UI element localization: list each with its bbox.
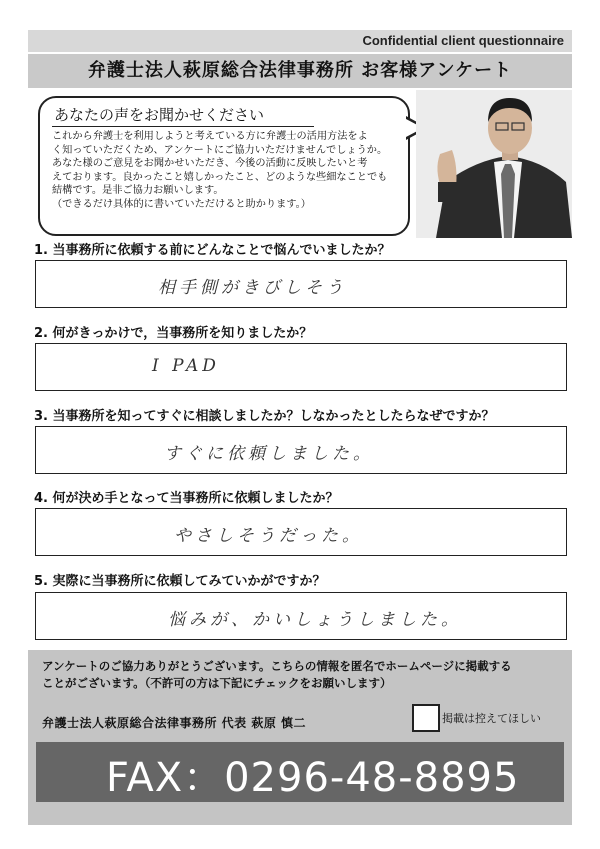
no-publish-checkbox[interactable] xyxy=(412,704,440,732)
question-2: 2. 何がきっかけで，当事務所を知りましたか？ xyxy=(34,326,313,341)
answer-box-1[interactable] xyxy=(35,260,567,308)
intro-heading: あなたの声をお聞かせください xyxy=(54,106,265,124)
office-title: 弁護士法人萩原総合法律事務所 お客様アンケート xyxy=(28,54,572,88)
answer-4-text: やさしそうだった。 xyxy=(174,526,363,546)
answer-box-4[interactable] xyxy=(35,508,567,556)
answer-box-5[interactable] xyxy=(35,592,567,640)
questionnaire-sheet xyxy=(28,30,572,825)
intro-line: 結構です。是非ご協力お願いします。 xyxy=(52,185,224,196)
heading-underline xyxy=(52,126,314,127)
thanks-line: アンケートのご協力ありがとうございます。こちらの情報を匿名でホームページに掲載する xyxy=(42,659,512,673)
answer-2-text: I PAD xyxy=(152,356,220,376)
intro-speech-bubble xyxy=(38,96,410,236)
intro-line: これから弁護士を利用しようと考えている方に弁護士の活用方法をよ xyxy=(52,131,368,142)
question-1: 1. 当事務所に依頼する前にどんなことで悩んでいましたか？ xyxy=(34,243,391,258)
question-4: 4. 何が決め手となって当事務所に依頼しましたか？ xyxy=(34,491,339,506)
answer-1-text: 相手側がきびしそう xyxy=(158,278,347,298)
thanks-message xyxy=(42,658,562,692)
footer-panel xyxy=(28,650,572,825)
answer-3-text: すぐに依頼しました。 xyxy=(164,444,374,464)
header-band xyxy=(28,30,572,52)
answer-box-2[interactable] xyxy=(35,343,567,391)
answer-box-3[interactable] xyxy=(35,426,567,474)
answer-5-text: 悩みが、かいしょうしました。 xyxy=(168,610,462,630)
fax-number: FAX：0296-48-8895 xyxy=(106,755,520,801)
lawyer-portrait-image xyxy=(416,90,572,238)
intro-line: あなた様のご意見をお聞かせいただき、今後の活動に反映したいと考 xyxy=(52,158,368,169)
intro-line: えております。良かったこと嬉しかったこと、どのような些細なことでも xyxy=(52,171,388,183)
intro-line: （できるだけ具体的に書いていただけると助かります。） xyxy=(52,198,311,210)
confidential-label: Confidential client questionnaire xyxy=(362,33,564,48)
intro-text xyxy=(52,130,402,211)
fax-banner xyxy=(36,742,564,802)
question-3: 3. 当事務所を知ってすぐに相談しましたか？しなかったとしたらなぜですか？ xyxy=(34,409,495,424)
intro-line: く知っていただくため、アンケートにご協力いただけませんでしょうか。 xyxy=(52,144,388,156)
representative-name: 弁護士法人萩原総合法律事務所 代表 萩原 慎二 xyxy=(42,716,307,730)
thanks-line: ことがございます。（不許可の方は下記にチェックをお願いします） xyxy=(42,676,392,690)
question-5: 5. 実際に当事務所に依頼してみていかがですか？ xyxy=(34,574,326,589)
no-publish-label: 掲載は控えてほしい xyxy=(442,712,541,725)
